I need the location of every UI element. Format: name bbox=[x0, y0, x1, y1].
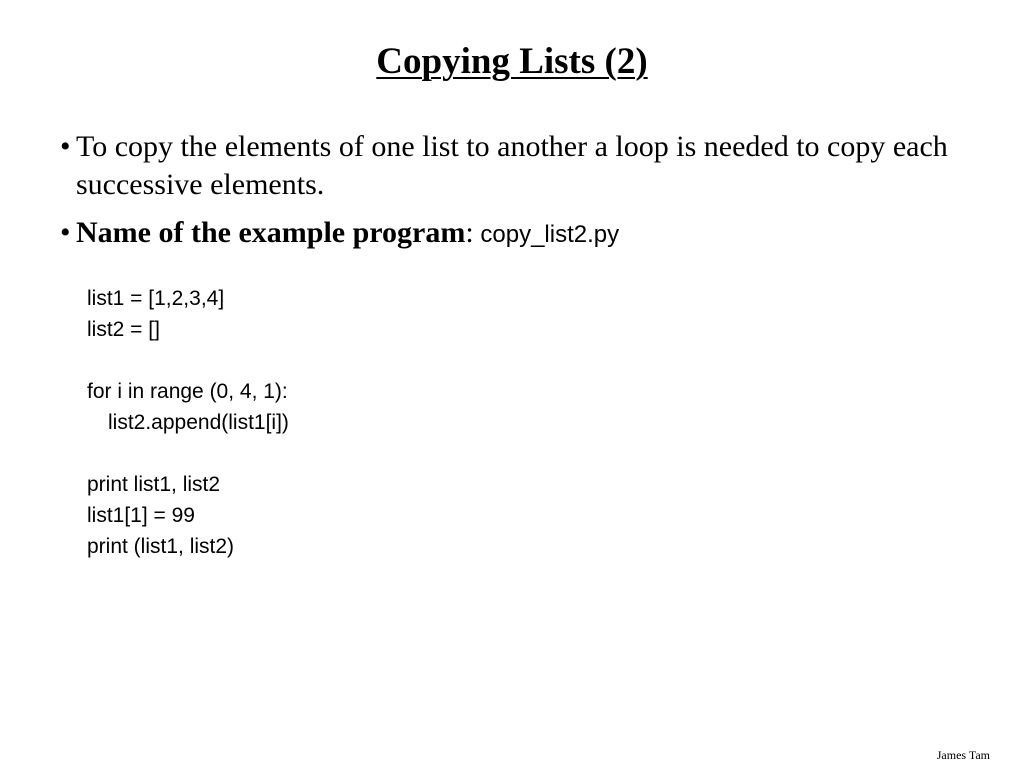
slide-title: Copying Lists (2) bbox=[376, 41, 648, 82]
code-line: print (list1, list2) bbox=[87, 535, 235, 558]
code-line: list2.append(list1[i]) bbox=[108, 411, 289, 434]
code-line-blank bbox=[87, 345, 289, 376]
code-line-blank bbox=[87, 438, 289, 469]
code-block bbox=[87, 283, 289, 562]
code-line: print list1, list2 bbox=[87, 473, 221, 496]
bullet-marker: • bbox=[60, 216, 71, 249]
bullet-list bbox=[60, 128, 960, 264]
bullet-text: To copy the elements of one list to another a loop is needed to copy each successive elements. bbox=[76, 130, 948, 201]
bullet-marker: • bbox=[60, 130, 71, 163]
code-line: list1 = [1,2,3,4] bbox=[87, 287, 225, 310]
bullet-item-program-name bbox=[60, 214, 960, 254]
code-line: list1[1] = 99 bbox=[87, 504, 195, 527]
footer-author: James Tam bbox=[936, 748, 990, 762]
bullet-item-description bbox=[60, 128, 960, 204]
code-line: list2 = [] bbox=[87, 318, 160, 341]
program-filename: copy_list2.py bbox=[473, 221, 620, 248]
code-line: for i in range (0, 4, 1): bbox=[87, 380, 288, 403]
program-name-label: Name of the example program bbox=[76, 216, 466, 249]
program-name-separator: : bbox=[465, 216, 474, 249]
